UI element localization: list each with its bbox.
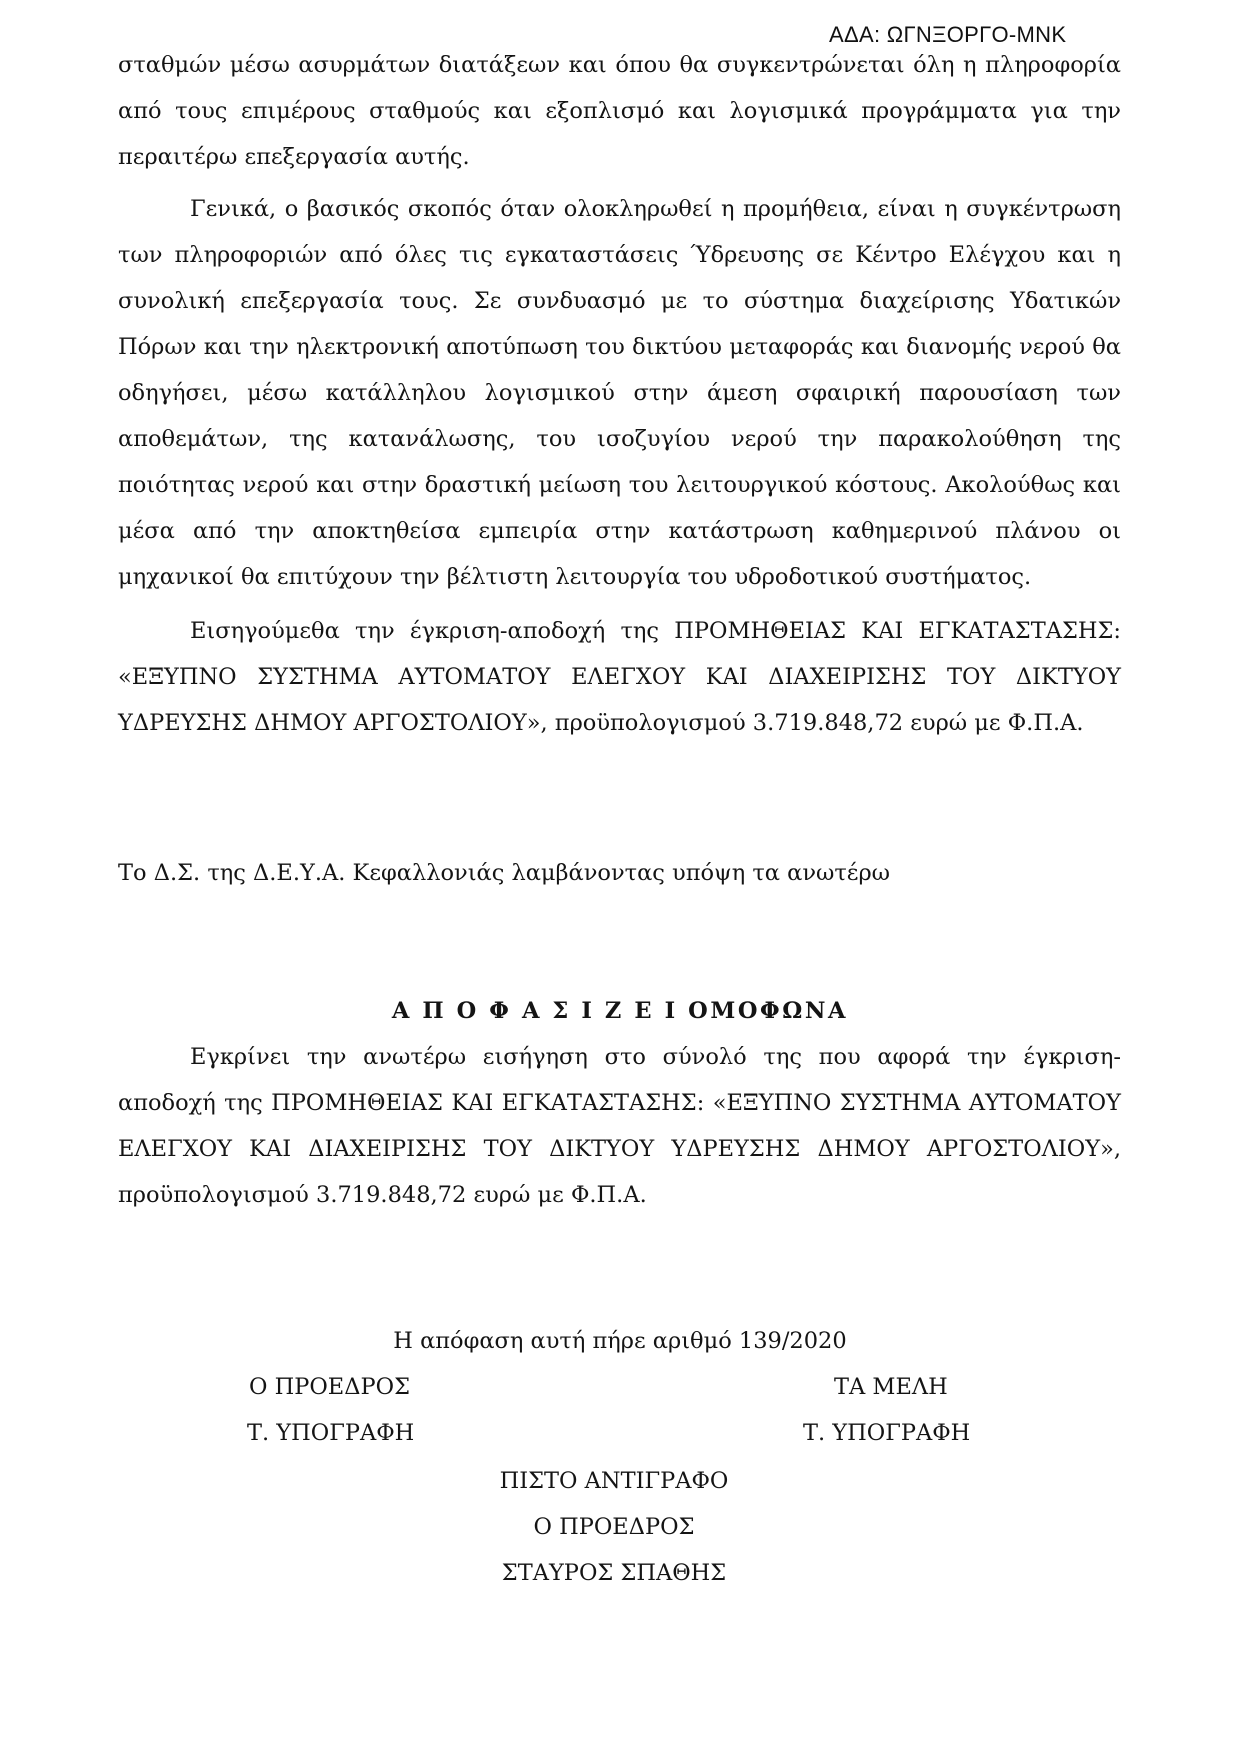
members-title: ΤΑ ΜΕΛΗ [834, 1374, 948, 1400]
decision-number: Η απόφαση αυτή πήρε αριθμό 139/2020 [393, 1328, 847, 1354]
paragraph-proposal: Εισηγούμεθα την έγκριση-αποδοχή της ΠΡΟΜΗΘΕΙΑΣ ΚΑΙ ΕΓΚΑΤΑΣΤΑΣΗΣ: «ΕΞΥΠΝΟ ΣΥΣΤΗΜΑ ΑΥΤΟΜΑΤΟΥ ΕΛΕΓΧΟΥ ΚΑΙ ΔΙΑΧΕΙΡΙΣΗΣ ΤΟΥ ΔΙΚΤΥΟΥ ΥΔΡΕΥΣΗΣ ΔΗΜΟΥ ΑΡΓΟΣΤΟΛΙΟΥ», προϋπολογισμού 3.719.848,72 ευρώ με Φ.Π.Α. [118, 618, 1121, 736]
document-body [118, 42, 1121, 746]
president-title: Ο ΠΡΟΕΔΡΟΣ [249, 1374, 410, 1400]
board-statement: Το Δ.Σ. της Δ.Ε.Υ.Α. Κεφαλλονιάς λαμβάνοντας υπόψη τα ανωτέρω [118, 860, 891, 886]
members-signature: Τ. ΥΠΟΓΡΑΦΗ [803, 1420, 971, 1446]
paragraph-continuation: σταθμών μέσω ασυρμάτων διατάξεων και όπου θα συγκεντρώνεται όλη η πληροφορία από τους επιμέρους σταθμούς και εξοπλισμό και λογισμικά προγράμματα για την περαιτέρω επεξεργασία αυτής. [118, 52, 1121, 170]
president-signature: Τ. ΥΠΟΓΡΑΦΗ [247, 1420, 415, 1446]
ada-code: ΑΔΑ: ΩΓΝΞΟΡΓΟ-ΜΝΚ [829, 22, 1067, 47]
decision-text: Εγκρίνει την ανωτέρω εισήγηση στο σύνολό της που αφορά την έγκριση-αποδοχή της ΠΡΟΜΗΘΕΙΑΣ ΚΑΙ ΕΓΚΑΤΑΣΤΑΣΗΣ: «ΕΞΥΠΝΟ ΣΥΣΤΗΜΑ ΑΥΤΟΜΑΤΟΥ ΕΛΕΓΧΟΥ ΚΑΙ ΔΙΑΧΕΙΡΙΣΗΣ ΤΟΥ ΔΙΚΤΥΟΥ ΥΔΡΕΥΣΗΣ ΔΗΜΟΥ ΑΡΓΟΣΤΟΛΙΟΥ», προϋπολογισμού 3.719.848,72 ευρώ με Φ.Π.Α. [118, 1044, 1121, 1208]
president-title-copy: Ο ΠΡΟΕΔΡΟΣ [533, 1514, 695, 1540]
paragraph-purpose: Γενικά, ο βασικός σκοπός όταν ολοκληρωθεί η προμήθεια, είναι η συγκέντρωση των πληροφοριών από όλες τις εγκαταστάσεις Ύδρευσης σε Κέντρο Ελέγχου και η συνολική επεξεργασία τους. Σε συνδυασμό με το σύστημα διαχείρισης Υδατικών Πόρων και την ηλεκτρονική αποτύπωση του δικτύου μεταφοράς και διανομής νερού θα οδηγήσει, μέσω κατάλληλου λογισμικού στην άμεση σφαιρική παρουσίαση των αποθεμάτων, της κατανάλωσης, του ισοζυγίου νερού την παρακολούθηση της ποιότητας νερού και στην δραστική μείωση του λειτουργικού κόστους. Ακολούθως και μέσα από την αποκτηθείσα εμπειρία στην κατάστρωση καθημερινού πλάνου οι μηχανικοί θα επιτύχουν την βέλτιστη λειτουργία του υδροδοτικού συστήματος. [118, 196, 1121, 590]
decision-section [118, 1034, 1121, 1218]
true-copy-label: ΠΙΣΤΟ ΑΝΤΙΓΡΑΦΟ [499, 1468, 729, 1494]
decision-heading: Α Π Ο Φ Α Σ Ι Ζ Ε Ι ΟΜΟΦΩΝΑ [391, 998, 849, 1024]
president-name: ΣΤΑΥΡΟΣ ΣΠΑΘΗΣ [501, 1560, 727, 1586]
